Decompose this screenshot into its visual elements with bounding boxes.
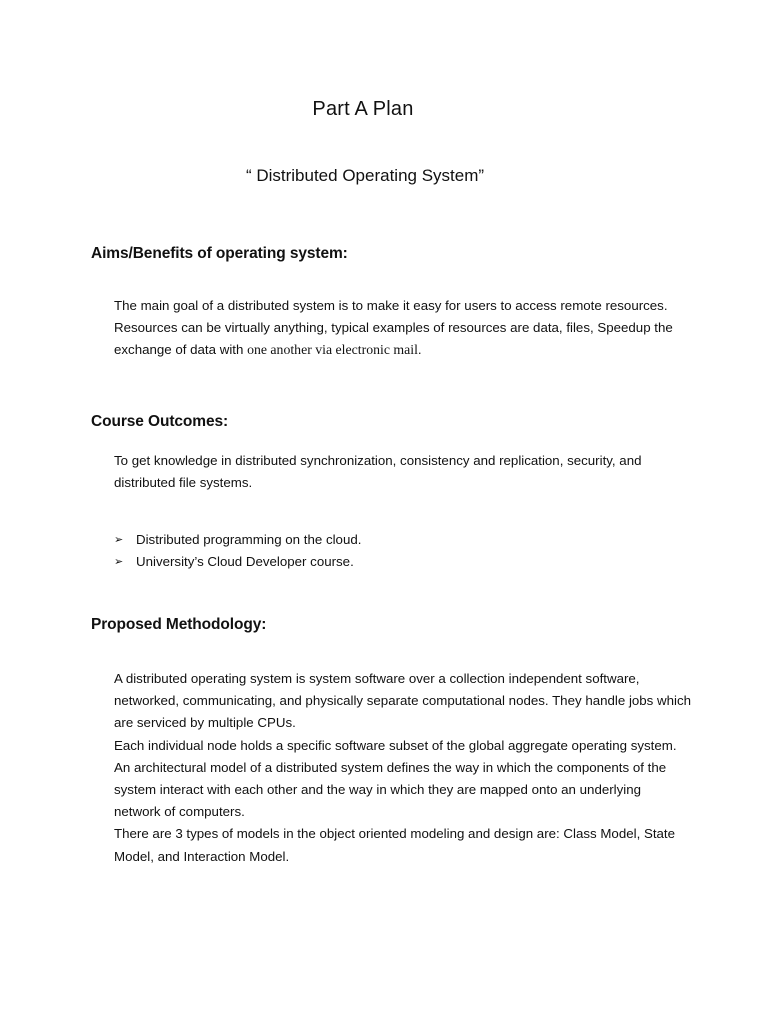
methodology-line-5: An architectural model of a distributed system defines the way in which the components of the (114, 759, 667, 775)
outcomes-line-2: distributed file systems. (114, 475, 253, 491)
list-item (114, 551, 361, 573)
methodology-line-4: Each individual node holds a specific software subset of the global aggregate operating system. (114, 737, 677, 753)
outcomes-line-1: To get knowledge in distributed synchronization, consistency and replication, security, and (114, 453, 642, 468)
outcomes-bullet-list (114, 529, 361, 573)
bullet-text: University’s Cloud Developer course. (136, 554, 354, 569)
outcomes-heading: Course Outcomes: (91, 413, 229, 430)
aims-paragraph (114, 295, 724, 362)
aims-line-3-period: . (417, 342, 422, 358)
aims-heading: Aims/Benefits of operating system: (91, 245, 348, 262)
methodology-line-6: system interact with each other and the way in which they are mapped onto an underlying (114, 782, 642, 798)
methodology-line-9: Model, and Interaction Model. (114, 848, 290, 864)
document-subtitle: “ Distributed Operating System” (245, 166, 485, 185)
methodology-line-1: A distributed operating system is system software over a collection independent software, (114, 671, 640, 686)
aims-line-3-text: exchange of data with (114, 342, 248, 358)
bullet-text: Distributed programming on the cloud. (136, 532, 362, 547)
methodology-line-2: networked, communicating, and physically separate computational nodes. They handle jobs which (114, 693, 692, 709)
arrowhead-bullet-icon: ➢ (114, 556, 124, 568)
methodology-heading: Proposed Methodology: (91, 616, 267, 633)
aims-line-1: The main goal of a distributed system is to make it easy for users to access remote resources. (114, 298, 668, 313)
arrowhead-bullet-icon: ➢ (114, 534, 124, 546)
aims-line-3-serif-text: one another via electronic mail (247, 342, 418, 358)
methodology-line-7: network of computers. (114, 804, 245, 820)
list-item (114, 529, 361, 551)
aims-line-3 (114, 339, 724, 361)
document-title: Part A Plan (312, 98, 414, 120)
aims-line-2: Resources can be virtually anything, typical examples of resources are data, files, Speedup the (114, 320, 673, 336)
methodology-line-3: are serviced by multiple CPUs. (114, 715, 296, 731)
outcomes-paragraph (114, 450, 724, 494)
methodology-line-8: There are 3 types of models in the object oriented modeling and design are: Class Model, State (114, 826, 676, 842)
methodology-paragraph (114, 668, 724, 868)
